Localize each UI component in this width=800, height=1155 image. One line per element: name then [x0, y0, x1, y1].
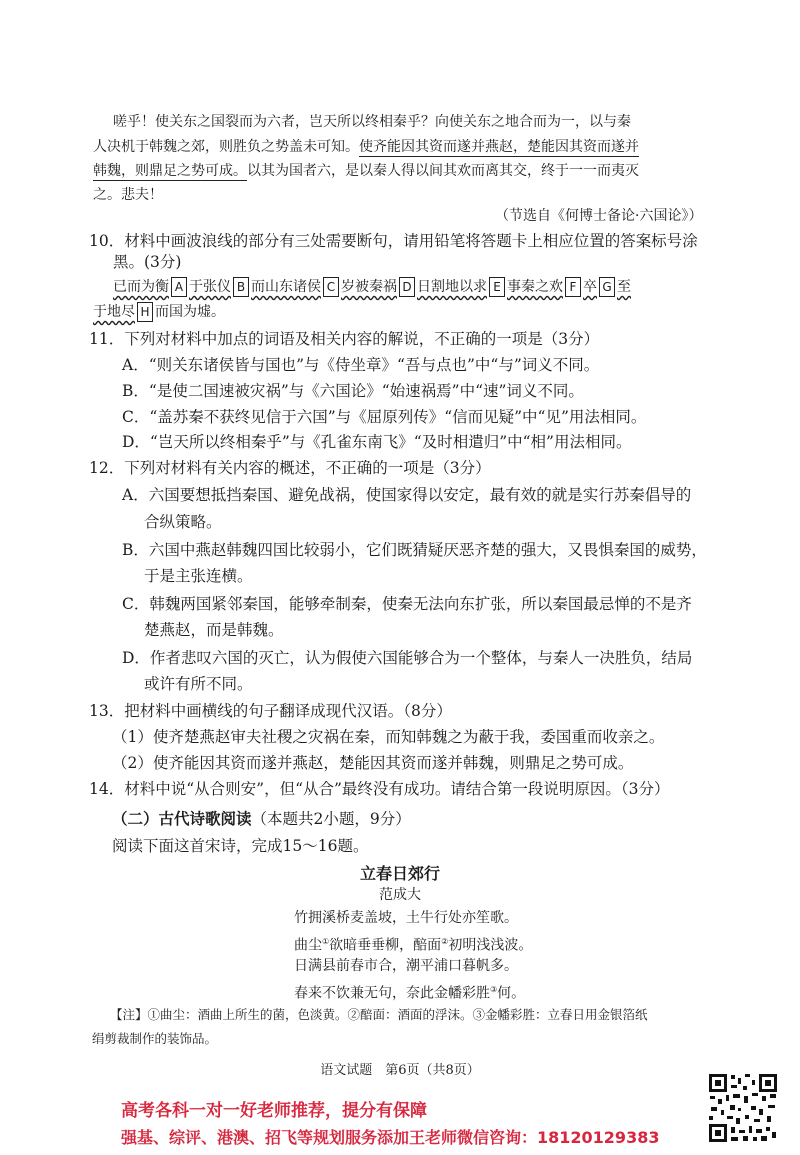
q11-stem: 11．下列对材料中加点的词语及相关内容的解说，不正确的一项是（3分） [89, 330, 600, 348]
q14-stem: 14．材料中说“从合则安”，但“从合”最终没有成功。请结合第一段说明原因。（3分） [89, 780, 670, 798]
q11-option-c: C．“盖苏秦不获终见信于六国”与《屈原列传》“信而见疑”中“见”用法相同。 [122, 408, 647, 426]
section-intro: 阅读下面这首宋诗，完成15～16题。 [112, 837, 369, 855]
poem-line-4: 春来不饮兼无句，奈此金幡彩胜③何。 [294, 985, 526, 1002]
q11-option-b: B．“是使二国速被灾祸”与《六国论》“始速祸焉”中“速”词义不同。 [122, 382, 584, 400]
q12-option-b-cont: 于是主张连横。 [144, 567, 253, 585]
answer-box-e[interactable]: E [489, 277, 505, 297]
passage-source: （节选自《何博士备论·六国论》） [495, 208, 703, 224]
ad-line-1: 高考各科一对一好老师推荐，提分有保障 [121, 1101, 427, 1121]
answer-box-a[interactable]: A [171, 277, 187, 297]
page-footer: 语文试题 第6页（共8页） [320, 1063, 480, 1078]
q13-sentence-2: （2）使齐能因其资而遂并燕赵，楚能因其资而遂并韩魏，则鼎足之势可成。 [112, 754, 634, 772]
q12-option-b: B．六国中燕赵韩魏四国比较弱小，它们既猜疑厌恶齐楚的强大，又畏惧秦国的威势， [122, 541, 707, 559]
passage-line-4: 之。悲夫！ [93, 187, 163, 203]
q12-option-c: C．韩魏两国紧邻秦国，能够牵制秦，使秦无法向东扩张，所以秦国最忌惮的不是齐 [122, 595, 692, 613]
poem-line-2: 曲尘①欲暗垂垂柳，醅面②初明浅浅波。 [294, 937, 533, 954]
passage-line-3: 韩魏，则鼎足之势可成。以其为国者六，是以秦人得以间其欢而离其交，终于一一而夷灭 [93, 163, 639, 179]
section-heading: （二）古代诗歌阅读（本题共2小题，9分） [112, 809, 411, 828]
q12-option-c-cont: 楚燕赵，而是韩魏。 [144, 621, 284, 639]
q12-stem: 12．下列对材料有关内容的概述，不正确的一项是（3分） [89, 459, 491, 477]
q12-option-d: D．作者悲叹六国的灭亡，认为假使六国能够合为一个整体，与秦人一决胜负，结局 [122, 649, 693, 667]
ad-line-2: 强基、综评、港澳、招飞等规划服务添加王老师微信咨询：18120129383 [121, 1128, 660, 1147]
answer-box-d[interactable]: D [399, 277, 415, 297]
q11-option-a: A．“则关东诸侯皆与国也”与《侍坐章》“吾与点也”中“与”词义不同。 [122, 356, 600, 374]
q10-sentence-2: 于地尽 H 而国为墟。 [93, 304, 225, 320]
answer-box-h[interactable]: H [137, 302, 153, 322]
annotation-line-2: 绢剪裁制作的装饰品。 [92, 1031, 218, 1046]
q12-option-a-cont: 合纵策略。 [144, 513, 222, 531]
q13-sentence-1: （1）使齐楚燕赵审夫社稷之灾祸在秦，而知韩魏之为蔽于我，委国重而收亲之。 [112, 728, 665, 746]
q11-option-d: D．“岂天所以终相秦乎”与《孔雀东南飞》“及时相遣归”中“相”用法相同。 [122, 433, 632, 451]
answer-box-g[interactable]: G [599, 277, 615, 297]
poem-title: 立春日郊行 [359, 864, 440, 883]
poem-author: 范成大 [379, 887, 421, 903]
answer-box-c[interactable]: C [323, 277, 339, 297]
underlined-sentence: 使齐能因其资而遂并燕赵，楚能因其资而遂并 [359, 139, 639, 155]
passage-line-1: 嗟乎！使关东之国裂而为六者，岂天所以终相秦乎？向使关东之地合而为一，以与秦 [113, 114, 631, 130]
q13-stem: 13．把材料中画横线的句子翻译成现代汉语。（8分） [89, 702, 452, 720]
answer-box-b[interactable]: B [233, 277, 249, 297]
answer-box-f[interactable]: F [565, 277, 581, 297]
q10-stem-2: 黑。(3分) [113, 253, 182, 271]
q10-sentence: 已而为衡 A 于张仪 B 而山东诸侯 C 岁被秦祸 D 日割地以求 E 事秦之欢 F 卒 G 至 [113, 279, 631, 295]
q10-stem: 10．材料中画波浪线的部分有三处需要断句，请用铅笔将答题卡上相应位置的答案标号涂 [89, 232, 698, 250]
q12-option-a: A．六国要想抵挡秦国、避免战祸，使国家得以安定，最有效的就是实行苏秦倡导的 [122, 486, 692, 504]
poem-line-1: 竹拥溪桥麦盖坡，土牛行处亦笙歌。 [294, 910, 518, 926]
poem-line-3: 日满县前春市合，潮平浦口暮帆多。 [294, 958, 518, 974]
q12-option-d-cont: 或许有所不同。 [144, 675, 253, 693]
underlined-sentence-end: 韩魏，则鼎足之势可成。 [93, 163, 247, 179]
qr-code-icon[interactable] [707, 1072, 779, 1144]
passage-line-2: 人决机于韩魏之郊，则胜负之势盖未可知。使齐能因其资而遂并燕赵，楚能因其资而遂并 [93, 139, 639, 155]
annotation-line-1: 【注】①曲尘：酒曲上所生的菌，色淡黄。②醅面：酒面的浮沫。③金幡彩胜：立春日用金银箔纸 [110, 1007, 648, 1022]
